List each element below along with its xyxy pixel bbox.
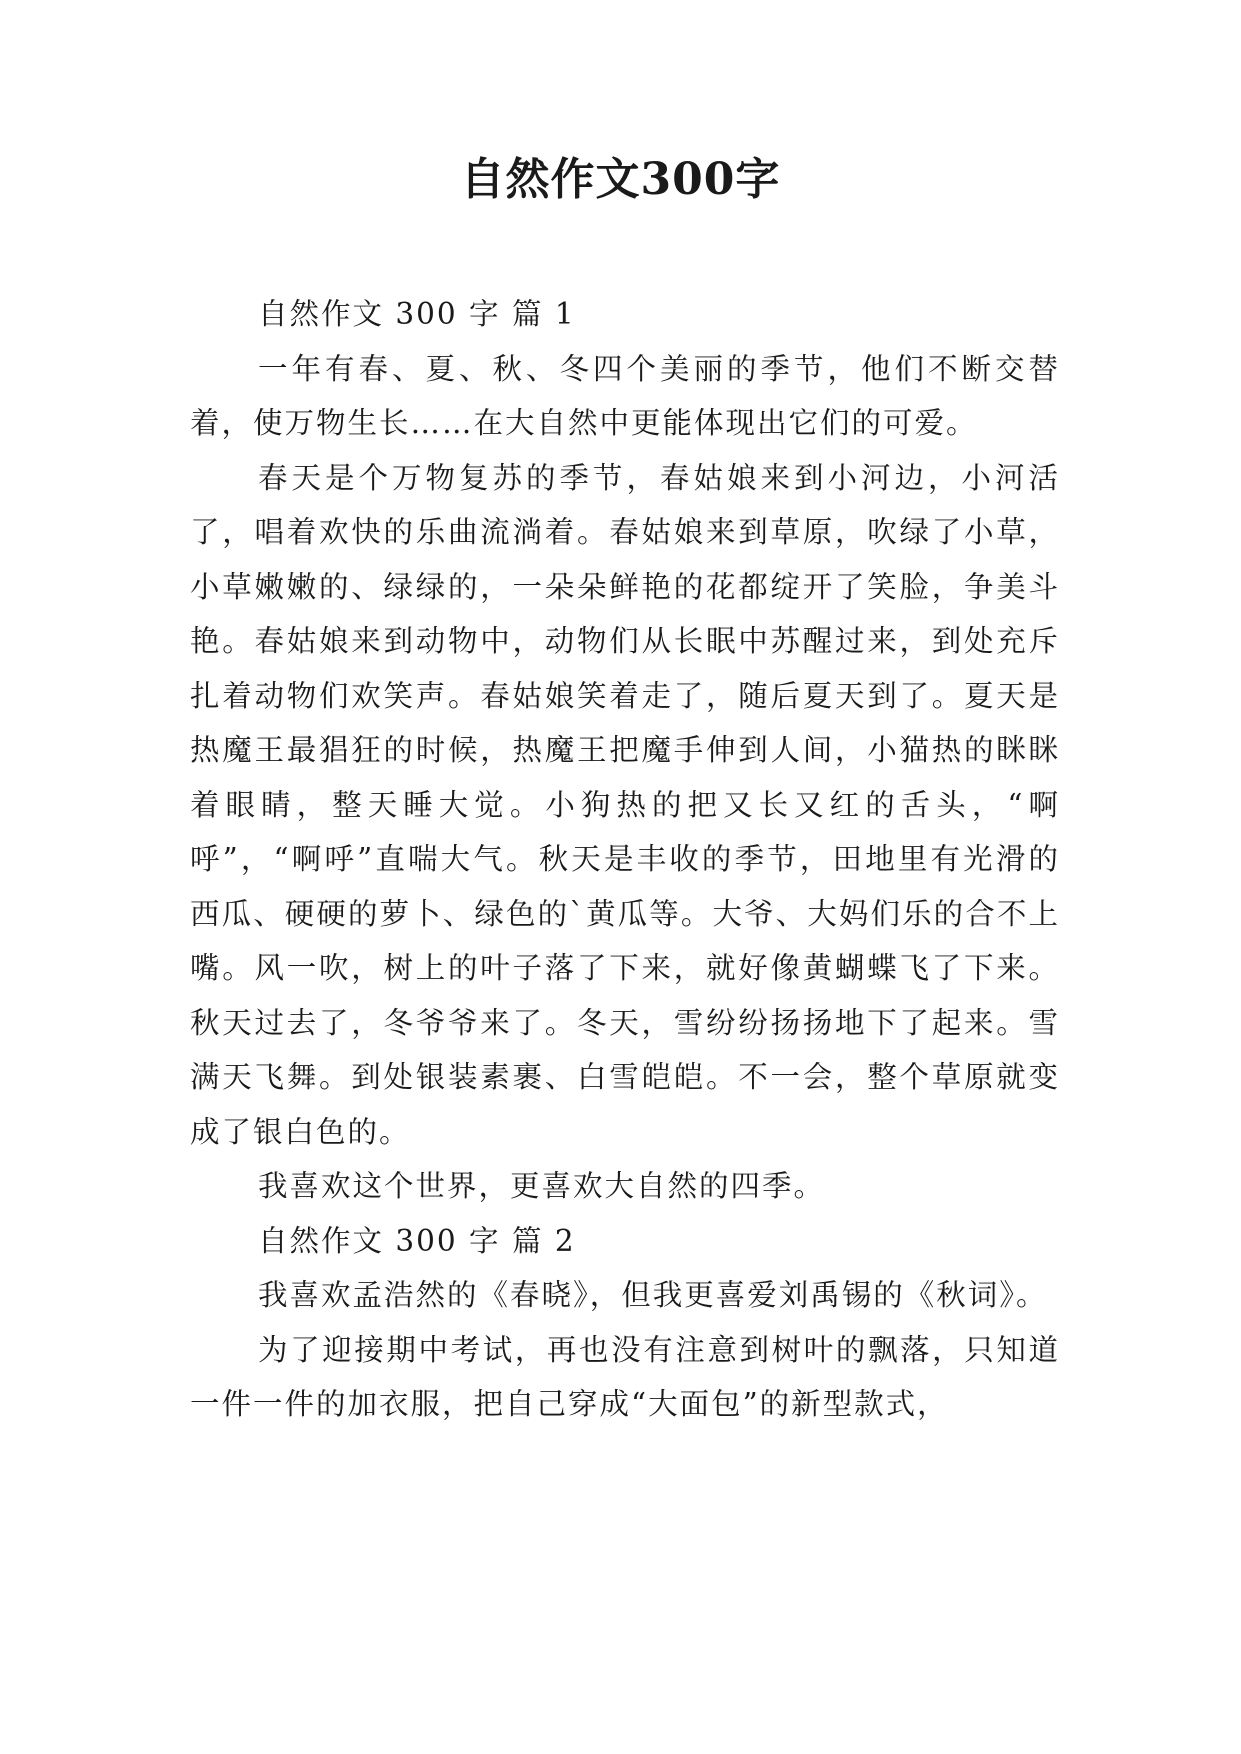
paragraph: 我喜欢这个世界，更喜欢大自然的四季。 (258, 1169, 826, 1203)
section-heading-2: 自然作文 300 字 篇 2 (258, 1223, 576, 1258)
paragraph: 为了迎接期中考试，再也没有注意到树叶的飘落，只知道一件一件的加衣服，把自己穿成“大面包”的新型款式， (190, 1332, 1060, 1421)
document-title: 自然作文300字 (460, 154, 781, 205)
paragraph: 我喜欢孟浩然的《春晓》，但我更喜爱刘禹锡的《秋词》。 (258, 1278, 1048, 1312)
paragraph: 一年有春、夏、秋、冬四个美丽的季节，他们不断交替着，使万物生长……在大自然中更能体现出它们的可爱。 (190, 351, 1060, 440)
document-body (190, 287, 1060, 1432)
section-heading-1: 自然作文 300 字 篇 1 (258, 297, 576, 331)
paragraph: 春天是个万物复苏的季节，春姑娘来到小河边，小河活了，唱着欢快的乐曲流淌着。春姑娘来到草原，吹绿了小草，小草嫩嫩的、绿绿的，一朵朵鲜艳的花都绽开了笑脸，争美斗艳。春姑娘来到动物中，动物们从长眠中苏醒过来，到处充斥扎着动物们欢笑声。春姑娘笑着走了，随后夏天到了。夏天是热魔王最猖狂的时候，热魔王把魔手伸到人间，小猫热的眯眯着眼睛，整天睡大觉。小狗热的把又长又红的舌头，“啊呼”，“啊呼”直喘大气。秋天是丰收的季节，田地里有光滑的西瓜、硬硬的萝卜、绿色的`黄瓜等。大爷、大妈们乐的合不上嘴。风一吹，树上的叶子落了下来，就好像黄蝴蝶飞了下来。秋天过去了，冬爷爷来了。冬天，雪纷纷扬扬地下了起来。雪满天飞舞。到处银装素裹、白雪皑皑。不一会，整个草原就变成了银白色的。 (190, 460, 1060, 1149)
